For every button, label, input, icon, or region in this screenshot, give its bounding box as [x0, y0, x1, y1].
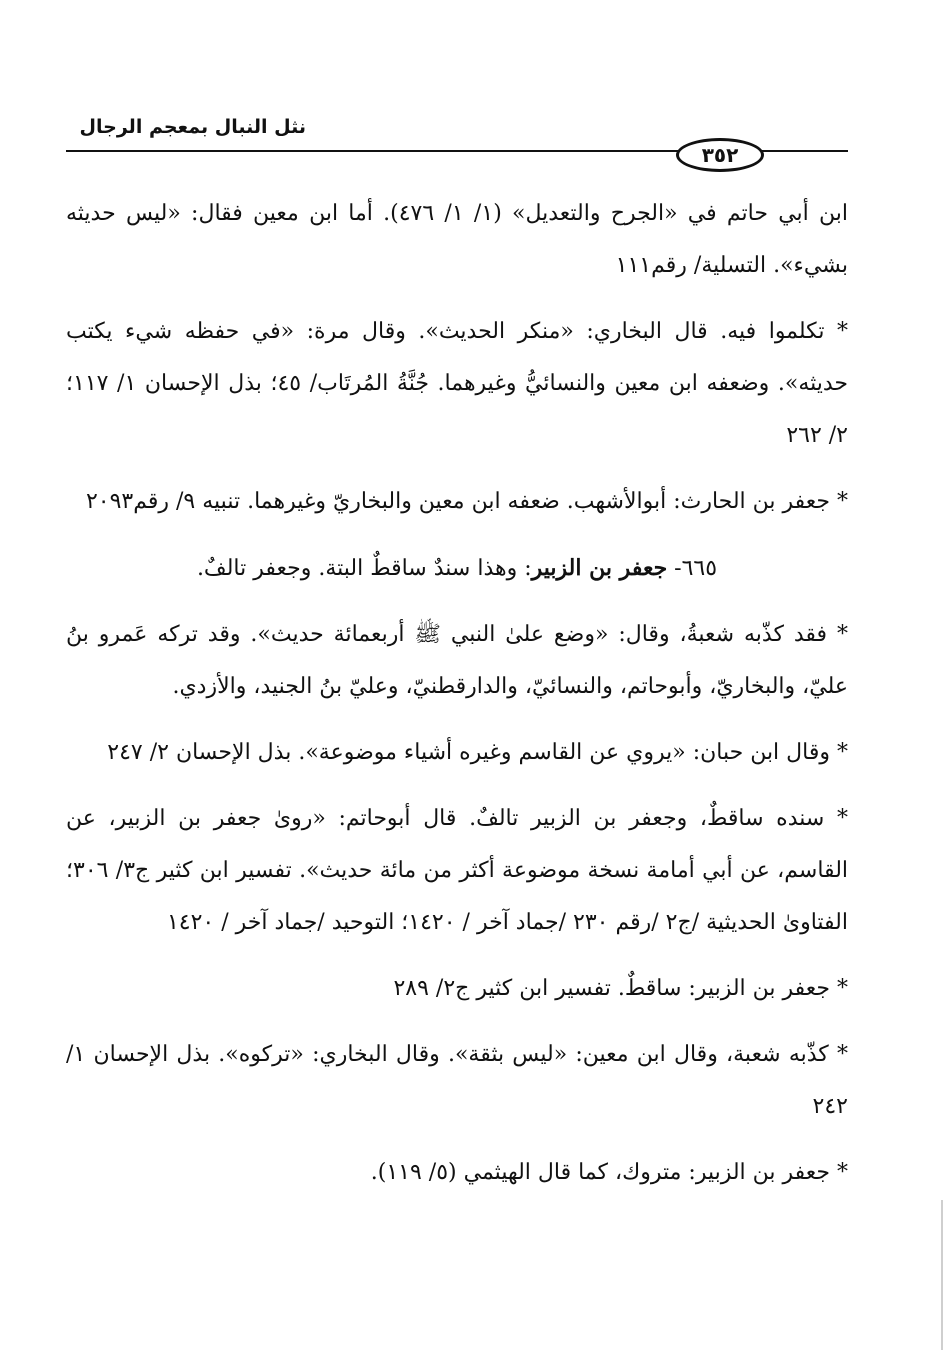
entry-text: : وهذا سندٌ ساقطٌ البتة. وجعفر تالفٌ. — [196, 556, 532, 581]
page-body — [66, 188, 848, 1213]
paragraph-7: * سنده ساقطٌ، وجعفر بن الزبير تالفٌ. قال أبوحاتم: «روىٰ جعفر بن الزبير، عن القاسم، عن أبي أمامة نسخة موضوعة أكثر من مائة حديث». تفسير ابن كثير ج٣/ ٣٠٦؛ الفتاوىٰ الحديثية /ج٢ /رقم ٢٣٠ /جماد آخر / ١٤٢٠؛ التوحيد /جماد آخر / ١٤٢٠ — [66, 806, 849, 935]
paragraph-9: * كذّبه شعبة، وقال ابن معين: «ليس بثقة». وقال البخاري: «تركوه». بذل الإحسان ١/ ٢٤٢ — [66, 1042, 848, 1119]
margin-mark — [941, 1200, 943, 1350]
paragraph-8: * جعفر بن الزبير: ساقطٌ. تفسير ابن كثير ج٢/ ٢٨٩ — [393, 976, 848, 1001]
entry-name: جعفر بن الزبير — [531, 555, 668, 581]
entry-number: ٦٦٥- — [674, 556, 718, 581]
page-number: ٣٥٢ — [676, 138, 764, 172]
paragraph-3: * جعفر بن الحارث: أبوالأشهب. ضعفه ابن معين والبخاريّ وغيرهما. تنبيه ٩/ رقم٢٠٩٣ — [85, 489, 848, 514]
paragraph-5: * فقد كذّبه شعبةُ، وقال: «وضع علىٰ النبي ﷺ أربعمائة حديث». وقد تركه عَمرو بنُ عليّ، والبخاريّ، وأبوحاتم، والنسائيّ، والدارقطنيّ، وعليّ بنُ الجنيد، والأزدي. — [66, 622, 848, 699]
entry-heading — [66, 542, 848, 595]
running-title: نثل النبال بمعجم الرجال — [79, 116, 306, 138]
paragraph-1: ابن أبي حاتم في «الجرح والتعديل» (١/ ١/ ٤٧٦). أما ابن معين فقال: «ليس حديثه بشيء». التسلية/ رقم١١١ — [66, 201, 849, 278]
paragraph-2: * تكلموا فيه. قال البخاري: «منكر الحديث». وقال مرة: «في حفظه شيء يكتب حديثه». وضعفه ابن معين والنسائيُّ وغيرهما. جُنَّةُ المُرتَاب/ ٤٥؛ بذل الإحسان ١/ ١١٧؛ ٢/ ٢٦٢ — [66, 319, 849, 448]
paragraph-6: * وقال ابن حبان: «يروي عن القاسم وغيره أشياء موضوعة». بذل الإحسان ٢/ ٢٤٧ — [107, 740, 848, 765]
paragraph-10: * جعفر بن الزبير: متروك، كما قال الهيثمي (٥/ ١١٩). — [370, 1160, 848, 1185]
